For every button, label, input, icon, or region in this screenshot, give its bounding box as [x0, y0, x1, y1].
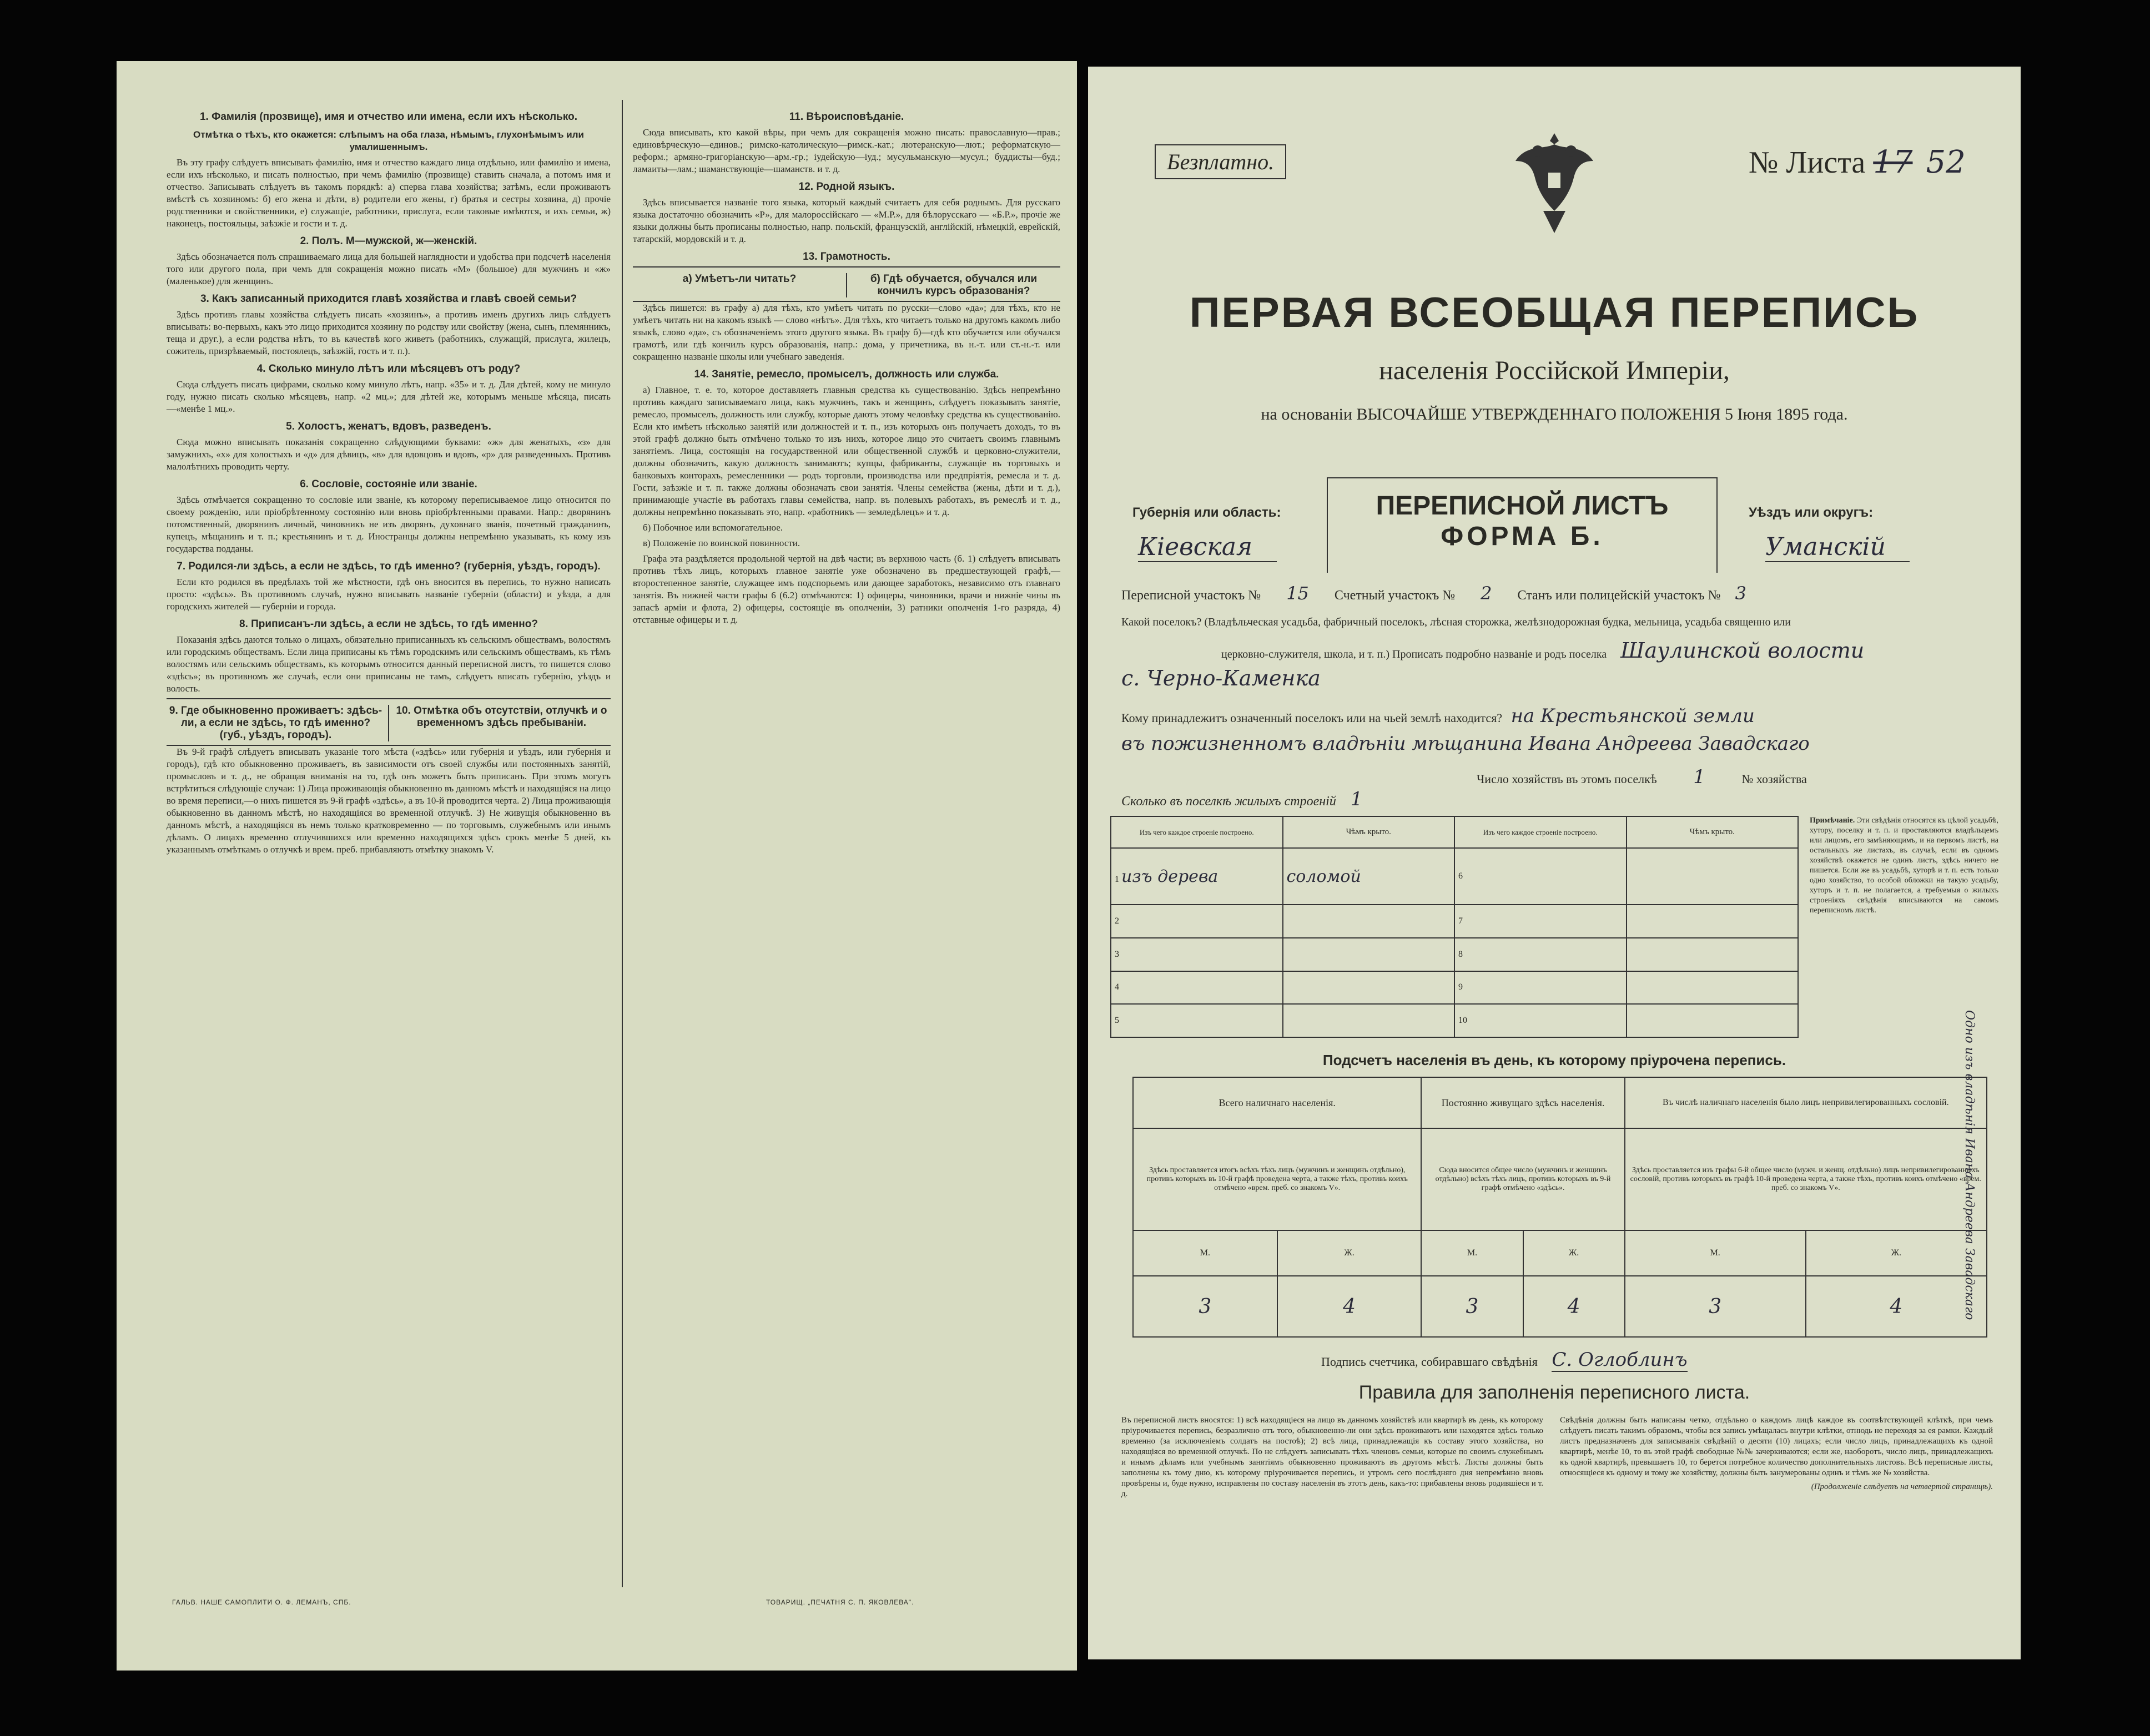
left-column-2	[633, 105, 1060, 629]
schetny-value: 2	[1481, 583, 1492, 604]
section-11-title: 11. Вѣроисповѣданіе.	[789, 111, 904, 123]
rules-right	[1560, 1415, 1993, 1492]
margin-note: Одно изъ владѣнія Ивана Андреева Завадскаго	[1962, 1010, 1976, 1320]
bldg-row-7: 7	[1454, 905, 1627, 938]
section-9-text: Въ 9-й графѣ слѣдуетъ вписывать указаніе того мѣста («здѣсь» или губернія и уѣздъ, или губернія и городъ), гдѣ кто обыкновенно проживаетъ, въ зависимости отъ своей службы или постоянныхъ занятій, промысловъ и т. д., не обращая вниманія на то, гдѣ онъ можетъ быть приписанъ. При этомъ могутъ встрѣтиться слѣдующіе случаи: 1) Лица проживающія обыкновенно въ данномъ мѣстѣ и находящіяся на лицо во время переписи,—о нихъ пишется въ 9-й графѣ «здѣсь», а въ 10-й проводится черта. 2) Лица проживающія обыкновенно въ данномъ мѣстѣ, но находящіяся во временной отлучкѣ. 3) Не живущія обыкновенно въ данномъ мѣстѣ, а находящіяся въ немъ только кратковременно — по торговымъ, служебнымъ или инымъ дѣламъ. О лицахъ временно отлучившихся или временно находящихся здѣсь срокъ менѣе 5 дней, къ указаннымъ отмѣткамъ о отлучкѣ и врем. преб. прибавляютъ отмѣтку знакомъ V.	[167, 746, 611, 855]
pop-count-permanent-zh: 4	[1523, 1276, 1625, 1337]
owner-value: на Крестьянской земли	[1510, 705, 1755, 727]
census-title: ПЕРВАЯ ВСЕОБЩАЯ ПЕРЕПИСЬ	[1189, 289, 1920, 336]
signature-value: С. Оглоблинъ	[1552, 1349, 1688, 1371]
section-13-header	[633, 266, 1060, 302]
buildings-line	[1121, 788, 1362, 810]
bldg-row-8-roof	[1627, 938, 1799, 971]
pop-header-permanent: Постоянно живущаго здѣсь населенія.	[1421, 1077, 1624, 1128]
pop-desc-permanent: Сюда вносится общее число (мужчинъ и женщинъ отдѣльно) всѣхъ тѣхъ лицъ, противъ которыхъ въ 9-й графѣ отмѣчено «здѣсь».	[1421, 1128, 1624, 1230]
bldg-row-1-material	[1111, 848, 1283, 905]
rules-continued: (Продолженіе слѣдуетъ на четвертой страницѣ).	[1811, 1482, 1993, 1491]
section-14-title: 14. Занятіе, ремесло, промыселъ, должность или служба.	[694, 369, 999, 380]
pop-count-total-zh: 4	[1277, 1276, 1422, 1337]
section-14b: б) Побочное или вспомогательное.	[643, 522, 783, 533]
note-text: Эти свѣдѣнія относятся къ цѣлой усадьбѣ, хутору, поселку и т. п. и проставляются владѣльцемъ или лицомъ, его замѣняющимъ, и на первомъ листѣ, на остальныхъ же листахъ, въ случаѣ, если въ одномъ хозяйствѣ окажется не одинъ листъ, здѣсь ничего не пишется. Если же въ усадьбѣ, хуторѣ и т. п. есть только одно хозяйство, то особой обложки на такую усадьбу, хуторъ и т. п. не полагается, а требуемыя о жилыхъ строеніяхъ свѣдѣнія вписываются на самомъ переписномъ листѣ.	[1810, 816, 1999, 915]
left-column-1	[167, 105, 611, 859]
section-8-title: 8. Приписанъ-ли здѣсь, а если не здѣсь, то гдѣ именно?	[239, 618, 538, 630]
pop-count-total-m: 3	[1133, 1276, 1277, 1337]
section-12-title: 12. Родной языкъ.	[798, 181, 895, 193]
gubernia-label: Губернія или область:	[1132, 505, 1281, 520]
form-name: ФОРМА Б.	[1441, 522, 1604, 551]
bldg-row-7-roof	[1627, 905, 1799, 938]
pop-m-3: М.	[1625, 1230, 1806, 1276]
pop-count-nonpriv-m: 3	[1625, 1276, 1806, 1337]
section-13-title: 13. Грамотность.	[803, 251, 890, 263]
pop-count-nonpriv-zh: 4	[1806, 1276, 1987, 1337]
section-12-text: Здѣсь вписывается названіе того языка, который каждый считаетъ для себя роднымъ. Для русскаго языка достаточно обозначить «Р», для малороссійскаго — «М.Р.», для бѣлорусскаго — «Б.Р.», прочіе же языки должны быть прописаны полностью, напр. польскій, французскій, англійскій, нѣмецкій, еврейскій, татарскій, мордовскій и т. д.	[633, 197, 1060, 244]
section-7-title: 7. Родился-ли здѣсь, а если не здѣсь, то гдѣ именно? (губернія, уѣздъ, городъ).	[177, 561, 601, 572]
settlement-value: Шаулинской волости	[1620, 638, 1865, 663]
bldg-row-4: 4	[1111, 971, 1283, 1005]
bldg-row-3-roof	[1283, 938, 1455, 971]
section-14c: в) Положеніе по воинской повинности.	[643, 538, 800, 548]
pop-header-total: Всего наличнаго населенія.	[1133, 1077, 1421, 1128]
signature-line	[1321, 1349, 1688, 1371]
bldg-row-6-roof	[1627, 848, 1799, 905]
pop-zh-1: Ж.	[1277, 1230, 1422, 1276]
bldg-row-9-roof	[1627, 971, 1799, 1005]
section-1-text: Въ эту графу слѣдуетъ вписывать фамилію, имя и отчество каждаго лица отдѣльно, или фамилію и имена, если ихъ нѣсколько, и писать полностью, при чемъ фамилію (прозвище) ставить сначала, а потомъ имя и отчество. Записывать слѣдуетъ въ такомъ порядкѣ: а) сперва глава хозяйства; затѣмъ, если проживаютъ вмѣстѣ съ хозяиномъ: б) его жена и дѣти, в) родители его жены, г) братья и сестры хозяина, д) прочіе родственники и свойственники, е) служащіе, работники, прислуга, если таковые имѣются, и ихъ семьи, ж) наконецъ, постояльцы, заѣзжіе и гости и т. д.	[167, 157, 611, 229]
pop-count-permanent-m: 3	[1421, 1276, 1523, 1337]
rules-title: Правила для заполненія переписного листа.	[1358, 1382, 1750, 1403]
form-title: ПЕРЕПИСНОЙ ЛИСТЪ	[1376, 491, 1669, 521]
pop-zh-2: Ж.	[1523, 1230, 1625, 1276]
stan-label: Станъ или полицейскій участокъ №	[1517, 588, 1721, 603]
header-box	[1132, 477, 2021, 572]
column-divider	[622, 100, 623, 1587]
households-label: Число хозяйствъ въ этомъ поселкѣ	[1477, 772, 1657, 786]
section-13b-title: б) Гдѣ обучается, обучался или кончилъ курсъ образованія?	[870, 273, 1038, 297]
right-page	[1088, 67, 2021, 1659]
section-4-title: 4. Сколько минуло лѣтъ или мѣсяцевъ отъ роду?	[256, 363, 521, 375]
section-6-text: Здѣсь отмѣчается сокращенно то сословіе или званіе, къ которому переписываемое лицо относится по своему рожденію, или пріобрѣтенному состоянію или вновь пріобрѣтенными правами. Напр.: дворянинъ потомственный, дворянинъ личный, чиновникъ не изъ дворянъ, духовнаго званія, почетный гражданинъ, купецъ, мѣщанинъ и т. п.; крестьянинъ и т. д. Иностранцы должны непремѣнно указывать, къ кому изъ государства подданы.	[167, 494, 611, 554]
bldg-row-10: 10	[1454, 1004, 1627, 1037]
free-stamp: Безплатно.	[1155, 144, 1286, 179]
section-2-title: 2. Полъ. М—мужской, ж—женскій.	[300, 235, 477, 247]
perepisnoy-label: Переписной участокъ №	[1121, 588, 1261, 603]
sheet-number-struck: 17	[1873, 144, 1913, 180]
pop-zh-3: Ж.	[1806, 1230, 1987, 1276]
bldg-row-2-roof	[1283, 905, 1455, 938]
bldg-row-1-roof	[1283, 848, 1455, 905]
form-box	[1327, 477, 1718, 573]
sheet-number-hand: 52	[1926, 144, 1966, 180]
section-14-text-2: Графа эта раздѣляется продольной чертой на двѣ части; въ верхнюю часть (б. 1) слѣдуетъ вписывать противъ тѣхъ лицъ, которыхъ главное занятіе уже обозначено въ предшествующей графѣ,—второстепенное занятіе, служащее имъ подспорьемъ или дающее заработокъ, независимо отъ главнаго занятія. Въ нижней части графы 6 (6.2) отмѣчаются: 1) офицеры, чиновники, врачи и нижніе чины въ запасѣ арміи и флота, 2) офицеры, состоящіе въ ополченіи, 3) ратники ополченія 1-го разряда, 4) отставные офицеры и т. д.	[633, 553, 1060, 625]
bldg-row-9: 9	[1454, 971, 1627, 1005]
section-11-text: Сюда вписывать, кто какой вѣры, при чемъ для сокращенія можно писать: православную—прав.; единовѣрческую—единов.; римско-католическую—римск.-кат.; лютеранскую—лют.; реформатскую—реформ.; армяно-григоріанскую—арм.-гр.; іудейскую—іуд.; мусульманскую—мусул.; буддисты—буд.; ламаиты—лам.; шаманствующіе—шаманств. и т. д.	[633, 127, 1060, 174]
section-5-text: Сюда можно вписывать показанія сокращенно слѣдующими буквами: «ж» для женатыхъ, «з» для замужнихъ, «х» для холостыхъ и «д» для дѣвицъ, «в» для вдовцовъ и вдовъ, «р» для разведенныхъ. Противъ малолѣтнихъ проводить черту.	[167, 437, 611, 472]
bldg-row-1-material-value: изъ дерева	[1121, 866, 1218, 886]
signature-label: Подпись счетчика, собиравшаго свѣдѣнія	[1321, 1355, 1538, 1369]
section-9-10-header	[167, 698, 611, 746]
rules-right-text: Свѣдѣнія должны быть написаны четко, отдѣльно о каждомъ лицѣ каждое въ соотвѣтствующей клѣткѣ, при чемъ слѣдуетъ писать такимъ образомъ, чтобы вся запись умѣщалась внутри клѣтки, отнюдь не переходя за ея рамки. Каждый листъ предназначенъ для записыванія свѣдѣній о десяти (10) лицахъ; если число лицъ, принадлежащихъ къ одной квартирѣ, менѣе 10, то въ этой графѣ свободные №№ зачеркиваются; если же, наоборотъ, число лицъ, принадлежащихъ къ одной квартирѣ, превышаетъ 10, то берется потребное количество дополнительныхъ листовъ. Всѣ переписные листы, относящіеся къ одному и тому же хозяйству, должны быть занумерованы одинъ и тѣмъ же № хозяйства.	[1560, 1416, 1993, 1477]
settlement-line	[1221, 638, 1864, 663]
bldg-row-1-num: 1	[1115, 874, 1119, 884]
schetny-label: Счетный участокъ №	[1334, 588, 1456, 603]
section-4-text: Сюда слѣдуетъ писать цифрами, сколько кому минуло лѣтъ, напр. «35» и т. д. Для дѣтей, кому не минуло году, нужно писать сколько мѣсяцевъ, напр. «2 мц.»; для дѣтей же, которымъ меньше мѣсяца, писать —«менѣе 1 мц.».	[167, 379, 611, 414]
buildings-value: 1	[1350, 788, 1363, 810]
households-line	[1477, 766, 1807, 788]
buildings-table	[1110, 816, 1799, 1038]
section-10-title: 10. Отмѣтка объ отсутствіи, отлучкѣ и о временномъ здѣсь пребываніи.	[396, 705, 607, 729]
population-title: Подсчетъ населенія въ день, къ которому пріурочена перепись.	[1322, 1052, 1786, 1068]
bldg-row-10-roof	[1627, 1004, 1799, 1037]
section-3-text: Здѣсь противъ главы хозяйства слѣдуетъ писать «хозяинъ», а противъ именъ другихъ лицъ слѣдуетъ вписывать: во-первыхъ, какъ это лицо приходится хозяину по родству или свойству (жена, сынъ, племянникъ, теща и друг.), а если родства нѣтъ, то въ качествѣ кого живетъ (работникъ, служащій, прислуга, жилецъ, сожитель, призрѣваемый, постоялецъ, заѣзжій, гость и т. п.).	[167, 309, 611, 356]
bldg-row-1-roof-value: соломой	[1286, 866, 1361, 886]
note-title: Примѣчаніе.	[1810, 816, 1855, 825]
bldg-row-8: 8	[1454, 938, 1627, 971]
household-no-label: № хозяйства	[1741, 772, 1807, 786]
perepisnoy-value: 15	[1286, 583, 1309, 604]
buildings-label: Сколько въ поселкѣ жилыхъ строеній	[1121, 794, 1336, 809]
double-headed-eagle-icon	[1510, 128, 1599, 239]
bldg-row-4-roof	[1283, 971, 1455, 1005]
census-basis: на основаніи ВЫСОЧАЙШЕ УТВЕРЖДЕННАГО ПОЛОЖЕНІЯ 5 Іюня 1895 года.	[1261, 405, 1848, 423]
section-13-text: Здѣсь пишется: въ графу а) для тѣхъ, кто умѣетъ читать по русски—слово «да»; для тѣхъ, кто не умѣетъ читать ни на какомъ языкѣ — слово «нѣтъ». Для тѣхъ, кто читаетъ только на другомъ какомъ либо языкѣ, слово «да», съ обозначеніемъ этого другого языка. Въ графу б)—гдѣ кто обучается или обучался грамотѣ, или гдѣ кончилъ курсъ образованія, напр.: дома, у причетника, въ н.-т. или ст.-н.-т. или сокращенно названіе школы или учебнаго заведенія.	[633, 302, 1060, 362]
pop-desc-total: Здѣсь проставляется итогъ всѣхъ тѣхъ лицъ (мужчинъ и женщинъ отдѣльно), противъ которыхъ въ 10-й графѣ проведена черта, а также тѣхъ, противъ коихъ отмѣчено «врем. преб. со знакомъ V».	[1133, 1128, 1421, 1230]
owner-question: Кому принадлежитъ означенный поселокъ или на чьей землѣ находится?	[1121, 711, 1503, 725]
sheet-number-label: № Листа	[1749, 145, 1866, 180]
owner-line	[1121, 705, 1755, 727]
section-9-title: 9. Где обыкновенно проживаетъ: здѣсь-ли, а если не здѣсь, то гдѣ именно? (губ., уѣздъ, городъ).	[167, 705, 389, 741]
pop-desc-nonprivileged: Здѣсь проставляется изъ графы 6-й общее число (мужч. и женщ. отдѣльно) лицъ непривилегированныхъ сословій, противъ которыхъ въ графѣ 10-й проведена черта, а также тѣхъ, противъ коихъ отмѣчено «врем. преб. со знакомъ V».	[1625, 1128, 1987, 1230]
settlement-question: Какой поселокъ? (Владѣльческая усадьба, фабричный поселокъ, лѣсная сторожка, желѣзнодорожная будка, мельница, усадьба священно или	[1121, 616, 1791, 628]
rules-left: Въ переписной листъ вносятся: 1) всѣ находящіеся на лицо въ данномъ хозяйствѣ или квартирѣ въ день, къ которому пріурочивается перепись, безразлично отъ того, обыкновенно-ли они здѣсь проживаютъ или находятся здѣсь только временно (за исключеніемъ солдатъ на постоѣ); 2) всѣ лица, принадлежащія къ составу этого хозяйства, но находящіяся во временной отлучкѣ. По не слѣдуетъ записывать тѣхъ членовъ семьи, которые по своимъ служебнымъ и инымъ дѣламъ или учебнымъ занятіямъ обыкновенно проживаютъ въ другомъ мѣстѣ. Листы должны быть заполнены къ тому дню, къ которому пріурочивается перепись, и утромъ сего послѣдняго дня непремѣнно вновь провѣрены и, буде нужно, исправлены по составу населенія въ этотъ день, какъ-то: прибавлены вновь родившіеся и т. д.	[1121, 1416, 1543, 1498]
bldg-row-3: 3	[1111, 938, 1283, 971]
left-page	[117, 61, 1077, 1671]
uezd-label: Уѣздъ или округъ:	[1749, 505, 1874, 520]
section-5-title: 5. Холостъ, женатъ, вдовъ, разведенъ.	[286, 421, 491, 432]
bldg-row-5: 5	[1111, 1004, 1283, 1037]
district-line	[1121, 583, 1758, 604]
owner-value-2: въ пожизненномъ владѣніи мѣщанина Ивана Андреева Завадскаго	[1121, 733, 1810, 755]
households-value: 1	[1693, 766, 1705, 788]
pop-header-nonprivileged: Въ числѣ наличнаго населенія было лицъ непривилегированныхъ сословій.	[1625, 1077, 1987, 1128]
gubernia-value: Кіевская	[1138, 533, 1277, 562]
printer-right: ТОВАРИЩ. „ПЕЧАТНЯ С. П. ЯКОВЛЕВА".	[766, 1598, 914, 1606]
printer-left: ГАЛЬВ. НАШЕ САМОПЛИТИ О. Ф. ЛЕМАНЪ, СПБ.	[172, 1598, 351, 1606]
bldg-row-6: 6	[1454, 848, 1627, 905]
stan-value: 3	[1735, 583, 1746, 604]
section-1-subtitle: Отмѣтка о тѣхъ, кто окажется: слѣпымъ на оба глаза, нѣмымъ, глухонѣмымъ или умалишеннымъ.	[193, 129, 584, 152]
section-3-title: 3. Какъ записанный приходится главѣ хозяйства и главѣ своей семьи?	[200, 293, 577, 305]
section-13a-title: а) Умѣетъ-ли читать?	[633, 273, 847, 297]
bldg-row-2: 2	[1111, 905, 1283, 938]
census-subtitle: населенія Россійской Имперіи,	[1379, 356, 1730, 385]
section-2-text: Здѣсь обозначается полъ спрашиваемаго лица для большей наглядности и удобства при подсчетѣ населенія того или другого пола, при чемъ для сокращенія можно писать «М» (большое) для мужчинъ и «ж» (маленькое) для женщинъ.	[167, 251, 611, 286]
bldg-header-roof-1: Чѣмъ крыто.	[1283, 816, 1455, 848]
section-8-text: Показанія здѣсь даются только о лицахъ, обязательно приписанныхъ къ сельскимъ обществамъ, волостямъ или городскимъ обществамъ. Если лица приписаны къ тѣмъ городскимъ или сельскимъ обществамъ, къ тѣмъ волостямъ или сельскимъ обществамъ, къ которымъ относится данный переписной листъ, то пишется слово «здѣсь»; въ противномъ же случаѣ, если они приписаны не тамъ, слѣдуетъ вписать губернію, уѣздъ и волость.	[167, 634, 611, 694]
buildings-note	[1810, 816, 1998, 916]
bldg-header-material-2: Изъ чего каждое строеніе построено.	[1454, 816, 1627, 848]
bldg-header-roof-2: Чѣмъ крыто.	[1627, 816, 1799, 848]
sheet-number	[1749, 144, 1966, 180]
section-14-text: а) Главное, т. е. то, которое доставляетъ главныя средства къ существованію. Здѣсь непремѣнно противъ каждаго записываемаго лица, какъ мужчинъ, такъ и женщинъ, слѣдуетъ показывать занятіе, ремесло, промыселъ, должность или службу, которые даютъ этому человѣку средства къ существованію. Если кто имѣетъ нѣсколько занятій или должностей и т. п., изъ которыхъ онъ получаетъ доходъ, то въ этой графѣ должно быть отмѣчено только то изъ нихъ, которое лицо это считаетъ своимъ главнымъ занятіемъ. Лица, состоящія на государственной или общественной службѣ и церковно-служители, должны обозначить, какую должность занимаютъ; купцы, фабриканты, служащіе въ торговыхъ и банковыхъ конторахъ, ремесленники — родъ торговли, производства или предпріятія, ремесла и т. д. Гости, заѣзжіе и т. п. также должны обозначать свои занятія. Члены семейства (жены, дѣти и т. д.), принимающіе участіе въ работахъ главы семейства, напр. въ полевыхъ работахъ, въ ремеслѣ и т. д., должны непремѣнно показывать это, напр. «работникъ — земледѣлецъ» и т. д.	[633, 385, 1060, 517]
bldg-header-material-1: Изъ чего каждое строеніе построено.	[1111, 816, 1283, 848]
uezd-value: Уманскій	[1765, 533, 1910, 562]
section-1-title: 1. Фамилія (прозвище), имя и отчество или имена, если ихъ нѣсколько.	[199, 111, 578, 123]
section-6-title: 6. Сословіе, состояніе или званіе.	[300, 478, 477, 490]
section-7-text: Если кто родился въ предѣлахъ той же мѣстности, гдѣ онъ вносится въ перепись, то нужно написать просто: «здѣсь». Въ противномъ случаѣ, нужно вписывать названіе губерніи (области) и уѣзда, а для городскихъ жителей — губерніи и города.	[167, 577, 611, 612]
bldg-row-5-roof	[1283, 1004, 1455, 1037]
settlement-prompt: церковно-служителя, школа, и т. п.) Прописать подробно названіе и родъ поселка	[1221, 648, 1607, 660]
pop-m-2: М.	[1421, 1230, 1523, 1276]
population-table	[1132, 1077, 1987, 1338]
pop-m-1: М.	[1133, 1230, 1277, 1276]
village-value: с. Черно-Каменка	[1121, 666, 1321, 690]
